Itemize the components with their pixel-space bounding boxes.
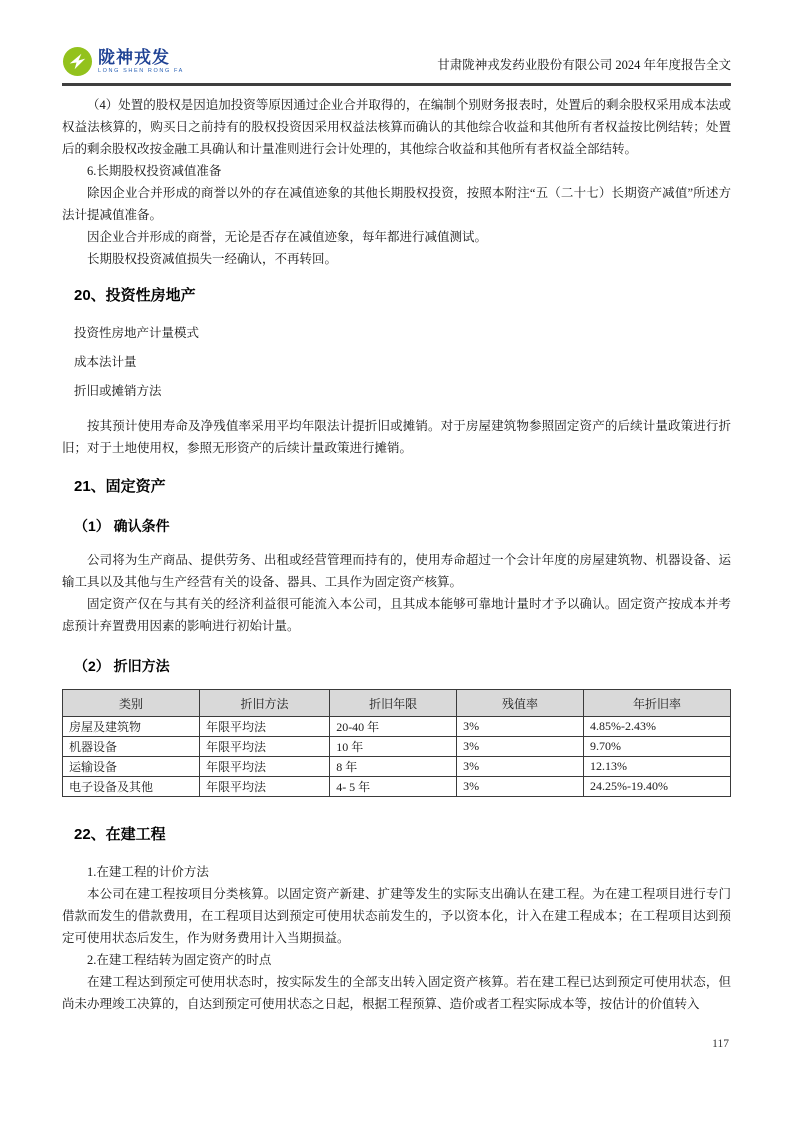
table-cell: 年限平均法 bbox=[199, 757, 329, 777]
item-6-heading: 6.长期股权投资减值准备 bbox=[87, 164, 222, 178]
table-cell: 8 年 bbox=[330, 757, 457, 777]
paragraph-sec21-recognition-2: 固定资产仅在与其有关的经济利益很可能流入本公司，且其成本能够可靠地计量时才予以确认。固定资产按成本并考虑预计弃置费用因素的影响进行初始计量。 bbox=[62, 597, 731, 633]
section-21-heading: 21、固定资产 bbox=[74, 478, 166, 495]
section-22-heading: 22、在建工程 bbox=[74, 826, 166, 843]
table-row bbox=[63, 737, 731, 757]
paragraph-sec21-recognition-1: 公司将为生产商品、提供劳务、出租或经营管理而持有的，使用寿命超过一个会计年度的房屋建筑物、机器设备、运输工具以及其他与生产经营有关的设备、器具、工具作为固定资产核算。 bbox=[62, 553, 731, 589]
table-cell: 4.85%-2.43% bbox=[584, 717, 731, 737]
page-number: 117 bbox=[712, 1038, 729, 1050]
table-header-years: 折旧年限 bbox=[330, 690, 457, 717]
depreciation-table bbox=[62, 689, 731, 797]
table-header-row bbox=[63, 690, 731, 717]
sec20-measurement-mode-label: 投资性房地产计量模式 bbox=[74, 326, 200, 340]
section-21-2-heading: （2） 折旧方法 bbox=[74, 658, 170, 674]
paragraph-impairment-1: 除因企业合并形成的商誉以外的存在减值迹象的其他长期股权投资，按照本附注“五（二十七）长期资产减值”所述方法计提减值准备。 bbox=[62, 186, 731, 222]
table-cell: 电子设备及其他 bbox=[63, 777, 200, 797]
brand-name-cn: 陇神戎发 bbox=[98, 47, 170, 67]
table-cell: 24.25%-19.40% bbox=[584, 777, 731, 797]
table-cell: 3% bbox=[457, 757, 584, 777]
table-cell: 10 年 bbox=[330, 737, 457, 757]
table-row bbox=[63, 717, 731, 737]
paragraph-sec20-policy: 按其预计使用寿命及净残值率采用平均年限法计提折旧或摊销。对于房屋建筑物参照固定资产的后续计量政策进行折旧；对于土地使用权，参照无形资产的后续计量政策进行摊销。 bbox=[62, 419, 731, 455]
table-cell: 12.13% bbox=[584, 757, 731, 777]
paragraph-sec22-transfer: 在建工程达到预定可使用状态时，按实际发生的全部支出转入固定资产核算。若在建工程已达到预定可使用状态，但尚未办理竣工决算的，自达到预定可使用状态之日起，根据工程预算、造价或者工程实际成本等，按估计的价值转入 bbox=[62, 975, 731, 1011]
table-cell: 3% bbox=[457, 777, 584, 797]
table-cell: 9.70% bbox=[584, 737, 731, 757]
sec22-item-2-heading: 2.在建工程结转为固定资产的时点 bbox=[87, 953, 272, 967]
paragraph-equity-disposal: （4）处置的股权是因追加投资等原因通过企业合并取得的，在编制个别财务报表时，处置后的剩余股权采用成本法或权益法核算的，购买日之前持有的股权投资因采用权益法核算而确认的其他综合收益和其他所有者权益按比例结转；处置后的剩余股权改按金融工具确认和计量准则进行会计处理的，其他综合收益和其他所有者权益全部结转。 bbox=[62, 98, 731, 156]
section-20-heading: 20、投资性房地产 bbox=[74, 287, 196, 304]
table-cell: 年限平均法 bbox=[199, 717, 329, 737]
table-cell: 年限平均法 bbox=[199, 777, 329, 797]
brand-text bbox=[98, 49, 184, 75]
table-header-residual-rate: 残值率 bbox=[457, 690, 584, 717]
page-header bbox=[62, 0, 731, 86]
table-cell: 3% bbox=[457, 717, 584, 737]
sec22-item-1-heading: 1.在建工程的计价方法 bbox=[87, 865, 209, 879]
table-cell: 3% bbox=[457, 737, 584, 757]
table-cell: 年限平均法 bbox=[199, 737, 329, 757]
paragraph-impairment-3: 长期股权投资减值损失一经确认，不再转回。 bbox=[87, 252, 338, 266]
document-body bbox=[62, 86, 731, 1015]
table-cell: 运输设备 bbox=[63, 757, 200, 777]
table-cell: 房屋及建筑物 bbox=[63, 717, 200, 737]
table-header-category: 类别 bbox=[63, 690, 200, 717]
brand-name-en: LONG SHEN RONG FA bbox=[98, 67, 184, 74]
sec20-depreciation-method-label: 折旧或摊销方法 bbox=[74, 384, 162, 398]
section-21-1-heading: （1） 确认条件 bbox=[74, 518, 170, 534]
company-logo bbox=[62, 46, 184, 77]
report-title: 甘肃陇神戎发药业股份有限公司 2024 年年度报告全文 bbox=[437, 58, 731, 72]
paragraph-impairment-2: 因企业合并形成的商誉，无论是否存在减值迹象，每年都进行减值测试。 bbox=[87, 230, 488, 244]
table-row bbox=[63, 757, 731, 777]
logo-icon bbox=[62, 46, 93, 77]
table-cell: 机器设备 bbox=[63, 737, 200, 757]
table-row bbox=[63, 777, 731, 797]
table-header-method: 折旧方法 bbox=[199, 690, 329, 717]
sec20-cost-method-label: 成本法计量 bbox=[74, 355, 137, 369]
table-cell: 20-40 年 bbox=[330, 717, 457, 737]
table-cell: 4- 5 年 bbox=[330, 777, 457, 797]
paragraph-sec22-valuation: 本公司在建工程按项目分类核算。以固定资产新建、扩建等发生的实际支出确认在建工程。为在建工程项目进行专门借款而发生的借款费用，在工程项目达到预定可使用状态前发生的，予以资本化，计入在建工程成本；在工程项目达到预定可使用状态后发生，作为财务费用计入当期损益。 bbox=[62, 887, 731, 945]
table-header-annual-rate: 年折旧率 bbox=[584, 690, 731, 717]
